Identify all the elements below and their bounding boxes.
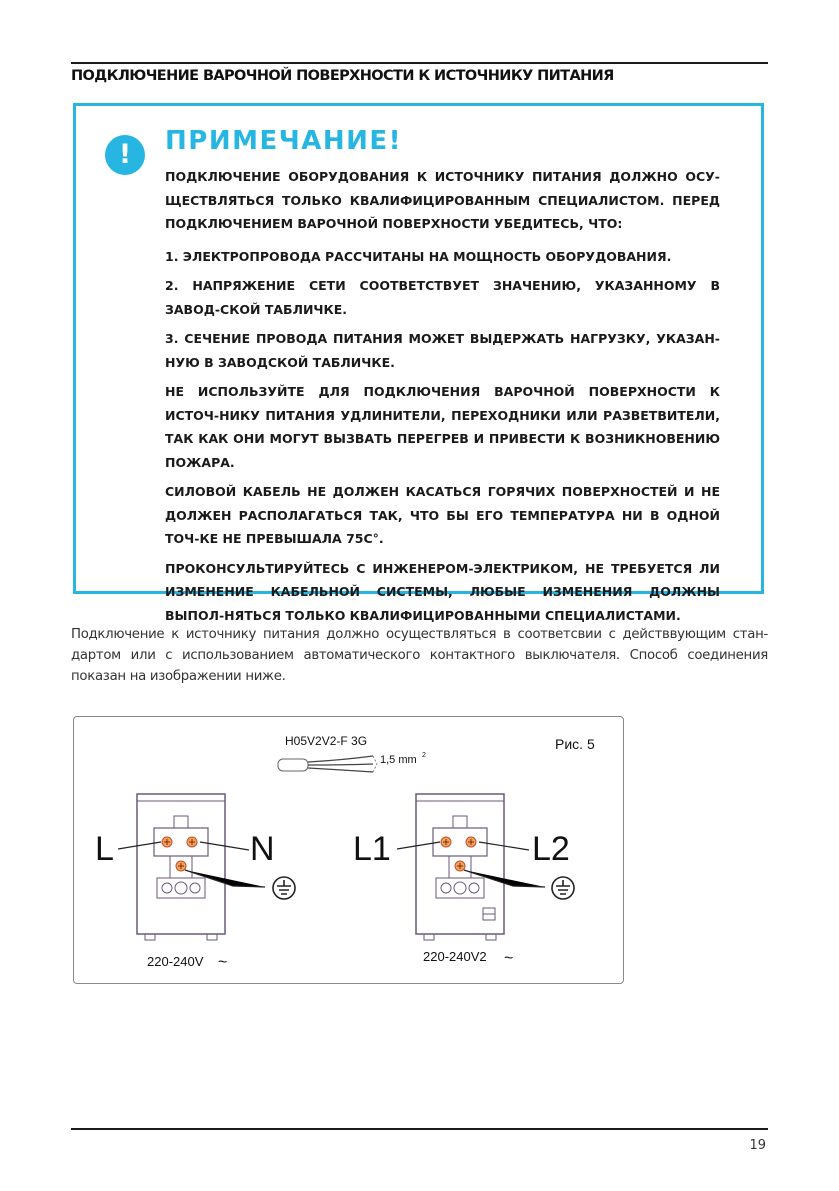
label-l1: L1 bbox=[353, 830, 391, 868]
voltage-right: 220-240V2 bbox=[423, 949, 487, 964]
terminal-block-right bbox=[397, 794, 545, 940]
section-title: ПОДКЛЮЧЕНИЕ ВАРОЧНОЙ ПОВЕРХНОСТИ К ИСТОЧНИКУ ПИТАНИЯ bbox=[71, 68, 614, 84]
page-number: 19 bbox=[749, 1138, 766, 1153]
cross-section-sup: 2 bbox=[422, 752, 426, 759]
top-rule bbox=[71, 62, 768, 64]
cable-label: H05V2V2-F 3G bbox=[285, 734, 368, 748]
wave-left: ~ bbox=[218, 954, 228, 971]
note-body bbox=[165, 165, 720, 633]
note-paragraph-intro: ПОДКЛЮЧЕНИЕ ОБОРУДОВАНИЯ К ИСТОЧНИКУ ПИТАНИЯ ДОЛЖНО ОСУ-ЩЕСТВЛЯТЬСЯ ТОЛЬКО КВАЛИФИЦИРОВАННЫМ СПЕЦИАЛИСТОМ. ПЕРЕД ПОДКЛЮЧЕНИЕМ ВАРОЧНОЙ ПОВЕРХНОСТИ УБЕДИТЕСЬ, ЧТО: bbox=[165, 169, 720, 231]
label-n: N bbox=[250, 830, 275, 868]
label-l: L bbox=[95, 830, 114, 868]
note-paragraph-cable: СИЛОВОЙ КАБЕЛЬ НЕ ДОЛЖЕН КАСАТЬСЯ ГОРЯЧИХ ПОВЕРХНОСТЕЙ И НЕ ДОЛЖЕН РАСПОЛАГАТЬСЯ ТАК, ЧТО БЫ ЕГО ТЕМПЕРАТУРА НИ В ОДНОЙ ТОЧ-КЕ НЕ ПРЕВЫШАЛА 75С°. bbox=[165, 484, 720, 546]
figure-caption: Рис. 5 bbox=[555, 736, 595, 752]
ground-icon bbox=[273, 877, 295, 899]
bottom-rule bbox=[71, 1128, 768, 1130]
voltage-left: 220-240V bbox=[147, 954, 204, 969]
note-item-1: 1. ЭЛЕКТРОПРОВОДА РАССЧИТАНЫ НА МОЩНОСТЬ ОБОРУДОВАНИЯ. bbox=[165, 248, 672, 264]
wave-right: ~ bbox=[504, 950, 514, 967]
note-item-3: 3. СЕЧЕНИЕ ПРОВОДА ПИТАНИЯ МОЖЕТ ВЫДЕРЖАТЬ НАГРУЗКУ, УКАЗАН-НУЮ В ЗАВОДСКОЙ ТАБЛИЧКЕ. bbox=[165, 331, 720, 370]
cross-section-label: 1,5 mm bbox=[380, 754, 417, 766]
label-l2: L2 bbox=[532, 830, 570, 868]
note-item-2: 2. НАПРЯЖЕНИЕ СЕТИ СООТВЕТСТВУЕТ ЗНАЧЕНИЮ, УКАЗАННОМУ В ЗАВОД-СКОЙ ТАБЛИЧКЕ. bbox=[165, 278, 720, 317]
cable-illustration bbox=[278, 756, 377, 772]
terminal-block-left bbox=[118, 794, 265, 940]
exclamation-icon: ! bbox=[105, 135, 145, 175]
note-heading: ПРИМЕЧАНИЕ! bbox=[165, 126, 402, 156]
note-paragraph-adapters: НЕ ИСПОЛЬЗУЙТЕ ДЛЯ ПОДКЛЮЧЕНИЯ ВАРОЧНОЙ ПОВЕРХНОСТИ К ИСТОЧ-НИКУ ПИТАНИЯ УДЛИНИТЕЛИ, ПЕРЕХОДНИКИ ИЛИ РАЗВЕТВИТЕЛИ, ТАК КАК ОНИ МОГУТ ВЫЗВАТЬ ПЕРЕГРЕВ И ПРИВЕСТИ К ВОЗНИКНОВЕНИЮ ПОЖАРА. bbox=[165, 384, 720, 470]
note-paragraph-consult: ПРОКОНСУЛЬТИРУЙТЕСЬ С ИНЖЕНЕРОМ-ЭЛЕКТРИКОМ, НЕ ТРЕБУЕТСЯ ЛИ ИЗМЕНЕНИЕ КАБЕЛЬНОЙ СИСТЕМЫ, ЛЮБЫЕ ИЗМЕНЕНИЯ ДОЛЖНЫ ВЫПОЛ-НЯТЬСЯ ТОЛЬКО КВАЛИФИЦИРОВАННЫМИ СПЕЦИАЛИСТАМИ. bbox=[165, 560, 720, 623]
wiring-diagram bbox=[73, 716, 624, 984]
intro-text: Подключение к источнику питания должно осуществляться в соответсвии с действвующим стан-дартом или с использованием автоматического контактного выключателя. Способ соединения показан на изображении ниже. bbox=[71, 627, 768, 684]
ground-icon bbox=[552, 877, 574, 899]
